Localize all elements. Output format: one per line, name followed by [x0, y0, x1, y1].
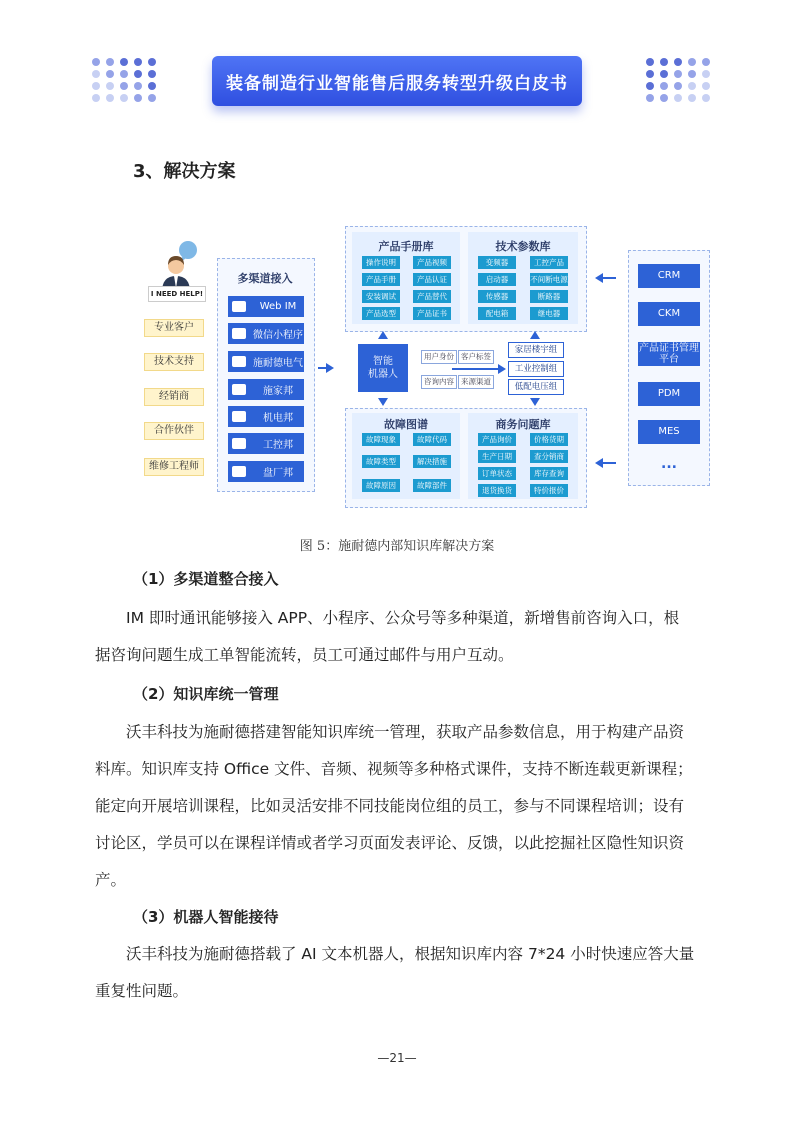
kb-item: 生产日期: [478, 450, 516, 463]
wechat-icon: [232, 328, 246, 339]
user-group-item: 工业控制组: [508, 361, 564, 377]
kb-item: 解决措施: [413, 455, 451, 468]
robot-tag: 用户身份: [421, 350, 457, 364]
app-icon: [232, 411, 246, 422]
kb-item: 故障现象: [362, 433, 400, 446]
kb-item: 不间断电源: [530, 275, 568, 284]
system-item: CRM: [638, 264, 700, 288]
user-type-item: 技术支持: [144, 353, 204, 371]
user-type-item: 维修工程师: [144, 458, 204, 476]
channel-item: 工控邦: [228, 433, 304, 454]
channels-panel: [217, 258, 315, 492]
kb-item: 产品询价: [478, 433, 516, 446]
kb-item: 特价报价: [530, 484, 568, 497]
kb-item: 操作说明: [362, 256, 400, 269]
arrow-right-icon: [326, 363, 334, 373]
kb-item: 变频器: [478, 256, 516, 269]
kb-item: 产品认证: [413, 273, 451, 286]
kb-item: 安装调试: [362, 290, 400, 303]
chat-icon: [232, 301, 246, 312]
section-heading: 3、解决方案: [133, 161, 236, 182]
paragraph-2: 沃丰科技为施耐德搭建智能知识库统一管理，获取产品参数信息，用于构建产品资 料库。知识库支持 Office 文件、音频、视频等多种格式课件，支持不断连载更新课程； 能定向开展培训课程，比如灵活安排不同技能岗位组的员工，参与不同课程培训；设有 讨论区，学员可以在课程详情或者学习页面发表评论、反馈，以此挖掘社区隐性知识资 产。: [95, 723, 693, 889]
system-item: 产品证书管理平台: [639, 343, 699, 365]
channel-item: 施耐德电气: [228, 351, 304, 372]
kb-item: 故障代码: [413, 433, 451, 446]
page-number: —21—: [377, 1051, 417, 1065]
kb-item: 查分销商: [530, 450, 568, 463]
kb-group-title: 商务问题库: [495, 418, 551, 431]
kb-item: 故障部件: [413, 479, 451, 492]
kb-item: 启动器: [478, 273, 516, 286]
kb-item: 产品选型: [362, 307, 400, 320]
decorative-dots-right: [646, 58, 712, 102]
decorative-dots-left: [92, 58, 158, 102]
channel-item: Web IM: [228, 296, 304, 317]
subheading-1: （1）多渠道整合接入: [133, 570, 279, 588]
kb-item: 传感器: [478, 290, 516, 303]
smart-robot-box: 智能 机器人: [358, 344, 408, 392]
kb-item: 退货换货: [478, 484, 516, 497]
robot-tag: 来源渠道: [458, 375, 494, 389]
system-item: MES: [638, 420, 700, 444]
customer-person-icon: [154, 240, 204, 292]
connector-line: [452, 368, 500, 370]
system-item: PDM: [638, 382, 700, 406]
channel-item: 微信小程序: [228, 323, 304, 344]
arrow-up-icon: [530, 331, 540, 339]
kb-item: 配电箱: [478, 307, 516, 320]
arrow-down-icon: [378, 398, 388, 406]
kb-item: 工控产品: [530, 256, 568, 269]
arrow-up-icon: [378, 331, 388, 339]
more-systems-ellipsis: ...: [661, 456, 677, 472]
solution-diagram: [140, 218, 720, 523]
arrow-down-icon: [530, 398, 540, 406]
figure-caption: 图 5：施耐德内部知识库解决方案: [299, 539, 495, 554]
connector-line: [318, 367, 327, 369]
app-icon: [232, 466, 246, 477]
kb-group-title: 产品手册库: [378, 240, 434, 253]
connector-line: [602, 462, 616, 464]
paragraph-1: IM 即时通讯能够接入 APP、小程序、公众号等多种渠道，新增售前咨询入口，根 据咨询问题生成工单智能流转，员工可通过邮件与用户互动。: [95, 609, 680, 664]
robot-tag: 咨询内容: [421, 375, 457, 389]
app-icon: [232, 438, 246, 449]
robot-tag: 客户标签: [458, 350, 494, 364]
user-group-item: 家居楼宇组: [508, 342, 564, 358]
channels-title: 多渠道接入: [237, 272, 293, 285]
kb-item: 库存查询: [530, 467, 568, 480]
channel-item: 施家邦: [228, 379, 304, 400]
channel-item: 机电邦: [228, 406, 304, 427]
kb-item: 断路器: [530, 290, 568, 303]
kb-group-title: 故障图谱: [384, 418, 428, 431]
connector-line: [602, 277, 616, 279]
kb-item: 继电器: [530, 307, 568, 320]
kb-group-title: 技术参数库: [495, 240, 551, 253]
app-icon: [232, 356, 246, 367]
system-item: CKM: [638, 302, 700, 326]
user-type-item: 专业客户: [144, 319, 204, 337]
kb-item: 产品手册: [362, 273, 400, 286]
user-type-item: 合作伙伴: [144, 422, 204, 440]
subheading-2: （2）知识库统一管理: [133, 685, 279, 703]
user-group-item: 低配电压组: [508, 379, 564, 395]
kb-item: 订单状态: [478, 467, 516, 480]
channel-item: 盘厂邦: [228, 461, 304, 482]
kb-item: 产品视频: [413, 256, 451, 269]
header-title: 装备制造行业智能售后服务转型升级白皮书: [226, 73, 568, 94]
kb-item: 产品证书: [413, 307, 451, 320]
kb-item: 产品替代: [413, 290, 451, 303]
subheading-3: （3）机器人智能接待: [133, 908, 279, 926]
kb-item: 价格货期: [530, 433, 568, 446]
user-type-item: 经销商: [144, 388, 204, 406]
paragraph-3: 沃丰科技为施耐德搭载了 AI 文本机器人，根据知识库内容 7*24 小时快速应答大量 重复性问题。: [95, 945, 695, 1000]
header-banner: [212, 56, 582, 106]
kb-item: 故障原因: [362, 479, 400, 492]
arrow-right-icon: [498, 364, 506, 374]
help-tag: I NEED HELP!: [148, 286, 206, 302]
app-icon: [232, 384, 246, 395]
kb-item: 故障类型: [362, 455, 400, 468]
